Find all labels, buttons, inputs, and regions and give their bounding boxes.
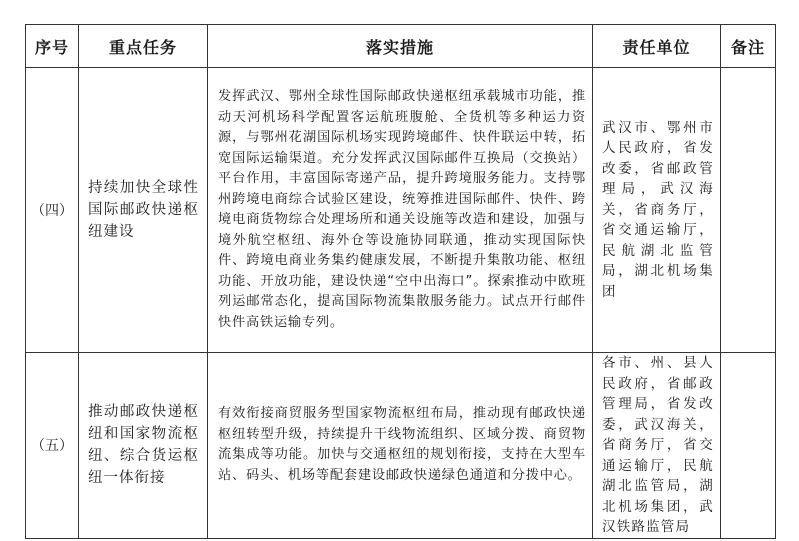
header-note: 备注 bbox=[721, 25, 776, 68]
implementation-measure: 有效衔接商贸服务型国家物流枢纽布局，推动现有邮政快递枢纽转型升级，持续提升干线物流组织、区域分拨、商贸物流集成等功能。加快与交通枢纽的规划衔接，支持在大型车站、码头、机场等配套建设邮政快递绿色通道和分拨中心。 bbox=[208, 353, 593, 539]
header-measure: 落实措施 bbox=[208, 25, 593, 68]
row-number: （五） bbox=[26, 353, 79, 539]
responsible-unit: 各市、州、县人民政府，省邮政管理局，省发改委，武汉海关，省商务厅，省交通运输厅，民航湖北监管局，湖北机场集团，武汉铁路监管局 bbox=[593, 353, 721, 539]
remarks bbox=[721, 68, 776, 353]
key-task: 推动邮政快递枢纽和国家物流枢纽、综合货运枢纽一体衔接 bbox=[79, 353, 208, 539]
header-unit: 责任单位 bbox=[593, 25, 721, 68]
header-row bbox=[26, 25, 776, 68]
implementation-measure: 发挥武汉、鄂州全球性国际邮政快递枢纽承载城市功能，推动天河机场科学配置客运航班腹舱、全货机等多种运力资源，与鄂州花湖国际机场实现跨境邮件、快件联运中转，拓宽国际运输渠道。充分发挥武汉国际邮件互换局（交换站）平台作用，丰富国际寄递产品，提升跨境服务能力。支持鄂州跨境电商综合试验区建设，统筹推进国际邮件、快件、跨境电商货物综合处理场所和通关设施等改造和建设，加强与境外航空枢纽、海外仓等设施协同联通，推动实现国际快件、跨境电商业务集约健康发展，不断提升集散功能、枢纽功能、开放功能，建设快递“空中出海口”。探索推动中欧班列运邮常态化，提高国际物流集散服务能力。试点开行邮件快件高铁运输专列。 bbox=[208, 68, 593, 353]
task-table bbox=[25, 24, 776, 539]
header-no: 序号 bbox=[26, 25, 79, 68]
table-row bbox=[26, 68, 776, 353]
responsible-unit: 武汉市、鄂州市人民政府，省发改委，省邮政管理局，武汉海关，省商务厅，省交通运输厅，民航湖北监管局，湖北机场集团 bbox=[593, 68, 721, 353]
key-task: 持续加快全球性国际邮政快递枢纽建设 bbox=[79, 68, 208, 353]
row-number: （四） bbox=[26, 68, 79, 353]
table-row bbox=[26, 353, 776, 539]
header-task: 重点任务 bbox=[79, 25, 208, 68]
remarks bbox=[721, 353, 776, 539]
